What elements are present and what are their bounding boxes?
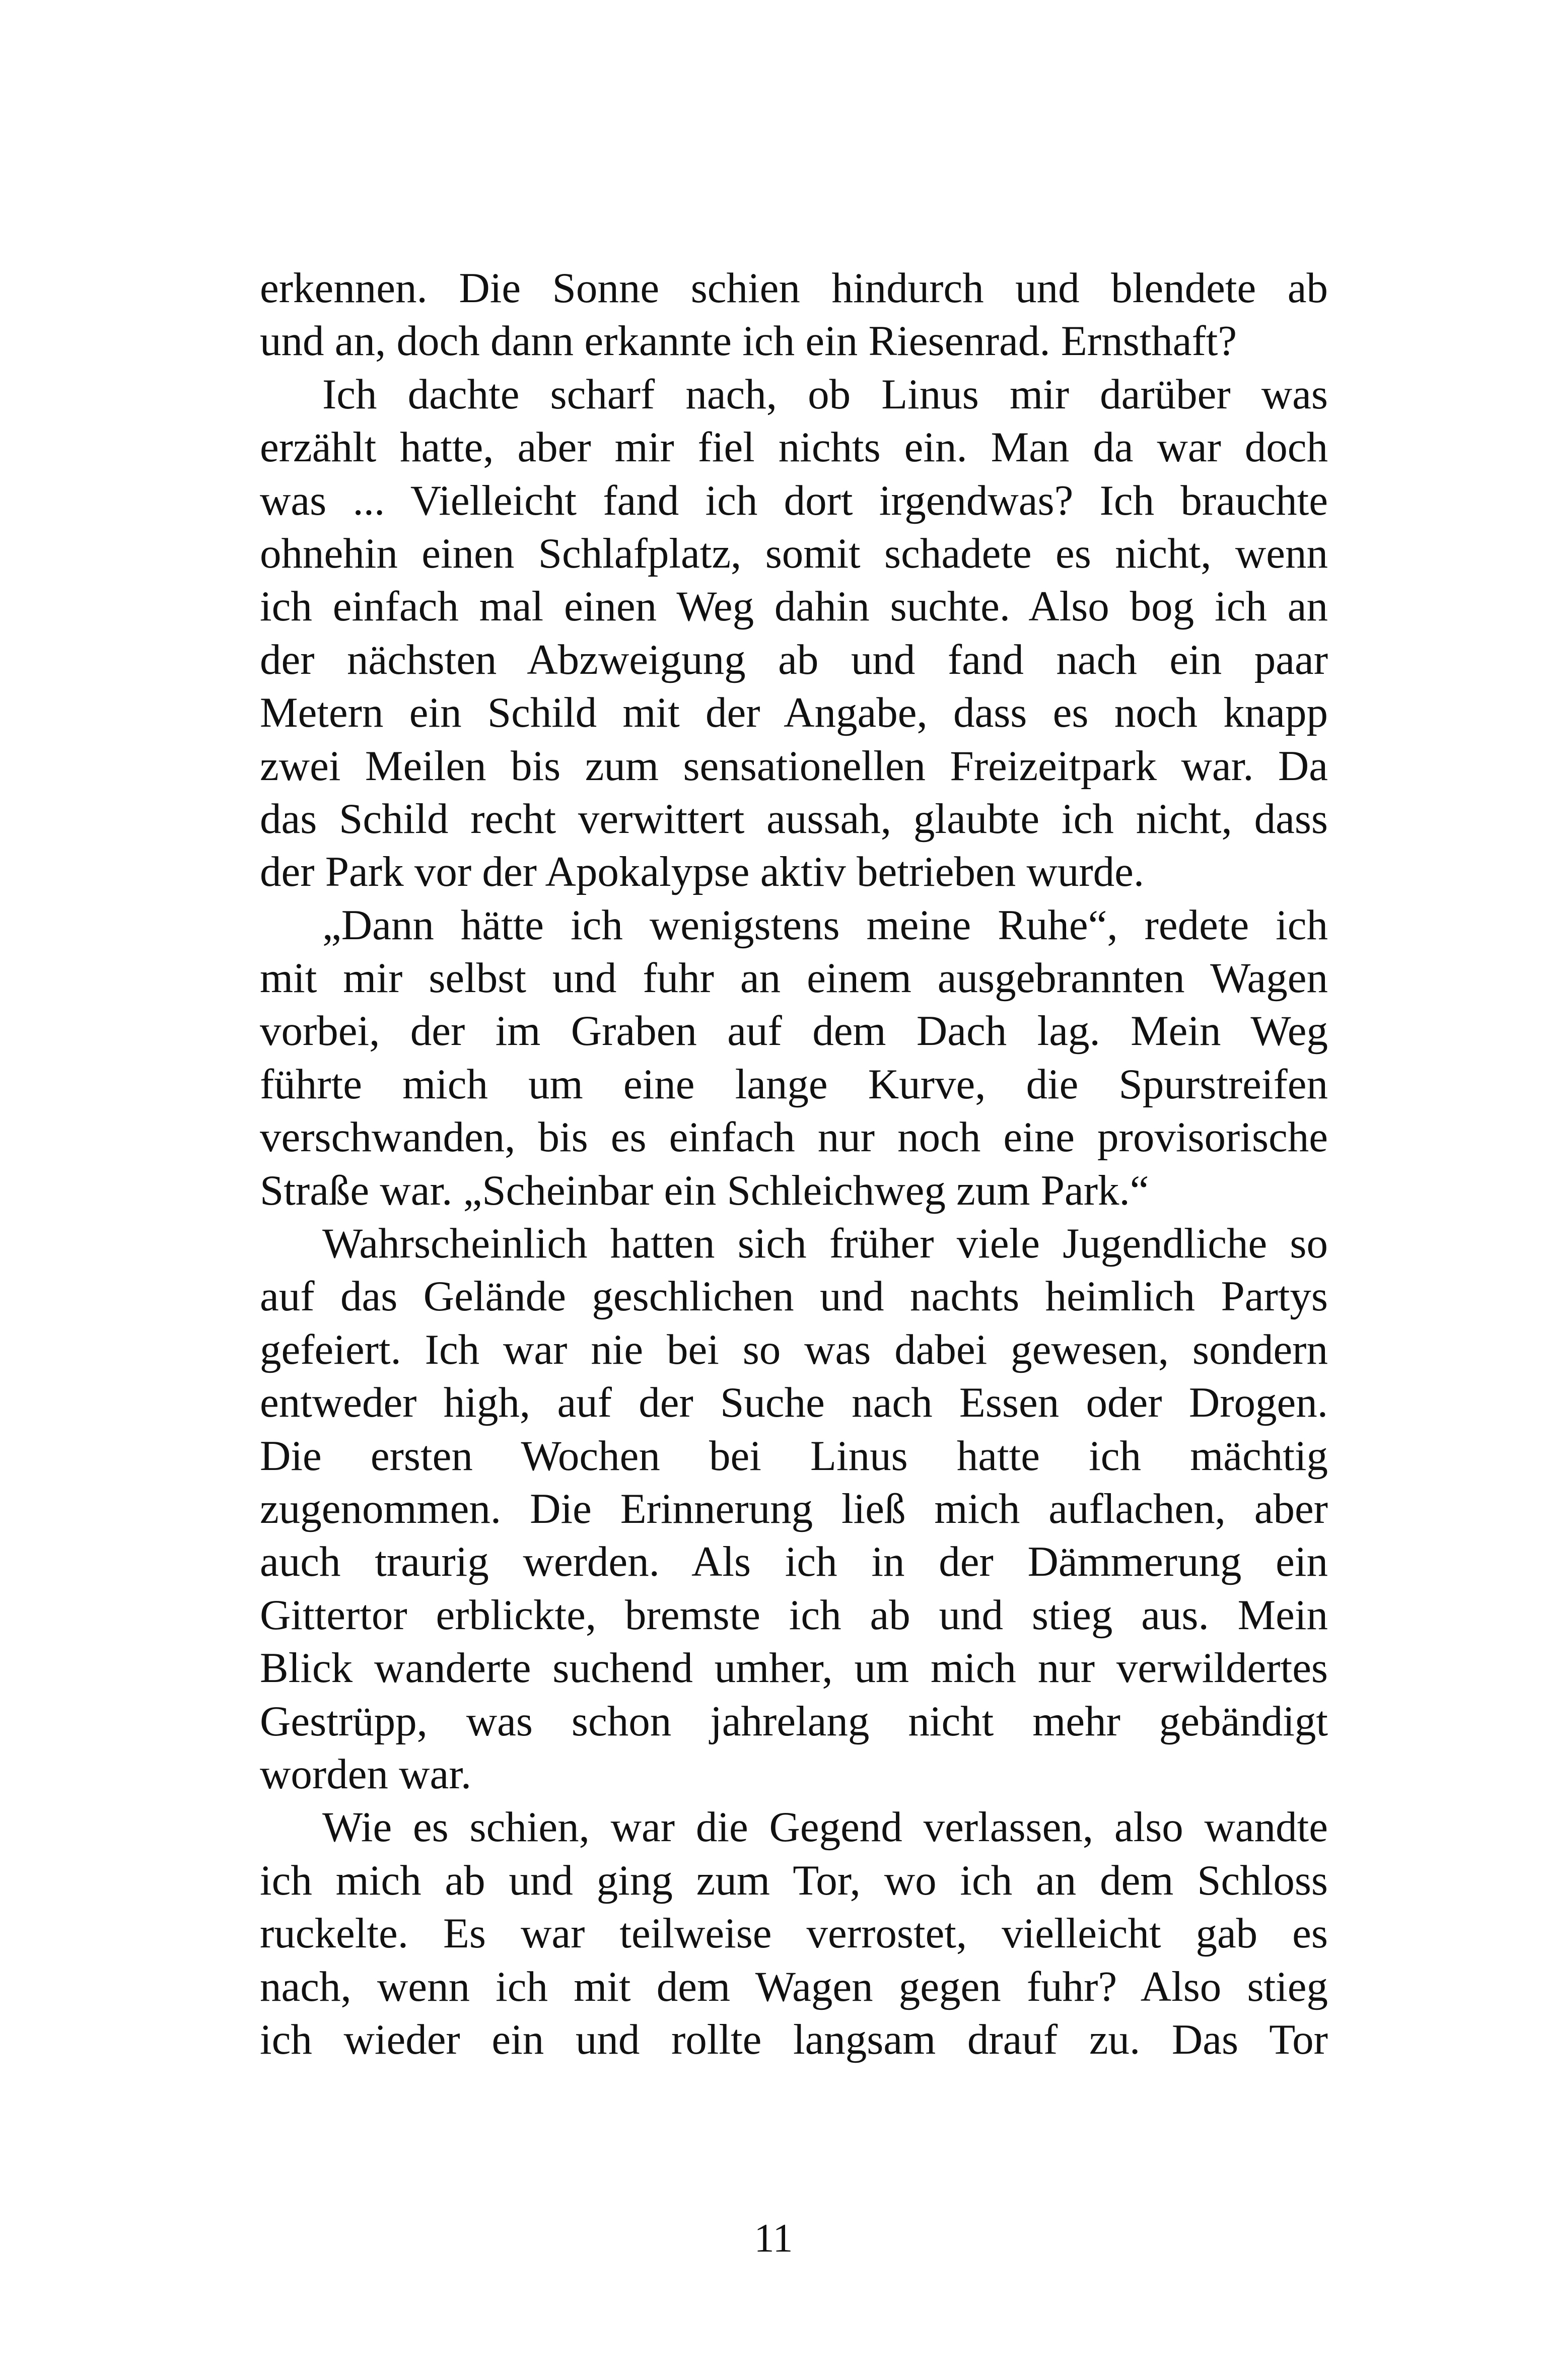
text-line: „Dann hätte ich wenigstens meine Ruhe“, redete ich (322, 901, 1328, 949)
text-line: was ... Vielleicht fand ich dort irgendwas? Ich brauchte (260, 476, 1328, 524)
text-line: ich mich ab und ging zum Tor, wo ich an dem Schloss (260, 1856, 1328, 1904)
text-line: Blick wanderte suchend umher, um mich nur verwildertes (260, 1644, 1328, 1692)
text-line: Gestrüpp, was schon jahrelang nicht mehr gebändigt (260, 1697, 1328, 1745)
text-line: führte mich um eine lange Kurve, die Spurstreifen (260, 1060, 1328, 1108)
paragraph (260, 368, 1328, 899)
paragraph (260, 1217, 1328, 1801)
text-line: worden war. (260, 1750, 472, 1798)
text-line: vorbei, der im Graben auf dem Dach lag. Mein Weg (260, 1007, 1328, 1055)
text-line: zugenommen. Die Erinnerung ließ mich auflachen, aber (260, 1485, 1328, 1532)
text-line: ohnehin einen Schlafplatz, somit schadete es nicht, wenn (260, 529, 1328, 577)
text-line: ich wieder ein und rollte langsam drauf zu. Das Tor (260, 2015, 1328, 2063)
text-line: Gittertor erblickte, bremste ich ab und stieg aus. Mein (260, 1591, 1328, 1639)
text-line: entweder high, auf der Suche nach Essen oder Drogen. (260, 1379, 1328, 1427)
text-line: und an, doch dann erkannte ich ein Riesenrad. Ernsthaft? (260, 317, 1237, 365)
text-line: verschwanden, bis es einfach nur noch eine provisorische (260, 1113, 1328, 1161)
text-line: Ich dachte scharf nach, ob Linus mir darüber was (322, 370, 1328, 418)
body-text (260, 262, 1328, 2066)
text-line: mit mir selbst und fuhr an einem ausgebrannten Wagen (260, 954, 1328, 1002)
text-line: ruckelte. Es war teilweise verrostet, vielleicht gab es (260, 1910, 1328, 1957)
text-line: auf das Gelände geschlichen und nachts heimlich Partys (260, 1273, 1328, 1320)
text-line: zwei Meilen bis zum sensationellen Freizeitpark war. Da (260, 742, 1328, 790)
text-line: der nächsten Abzweigung ab und fand nach ein paar (260, 636, 1328, 683)
text-line: Wie es schien, war die Gegend verlassen, also wandte (322, 1803, 1328, 1851)
paragraph (260, 1801, 1328, 2066)
text-line: Die ersten Wochen bei Linus hatte ich mächtig (260, 1432, 1328, 1480)
text-line: Straße war. „Scheinbar ein Schleichweg zum Park.“ (260, 1166, 1149, 1214)
text-line: gefeiert. Ich war nie bei so was dabei gewesen, sondern (260, 1325, 1328, 1373)
paragraph (260, 262, 1328, 368)
text-line: Wahrscheinlich hatten sich früher viele Jugendliche so (322, 1220, 1328, 1268)
text-line: nach, wenn ich mit dem Wagen gegen fuhr? Also stieg (260, 1963, 1328, 2010)
page-number: 11 (754, 2216, 793, 2261)
text-line: Metern ein Schild mit der Angabe, dass es noch knapp (260, 689, 1328, 737)
text-line: erkennen. Die Sonne schien hindurch und blendete ab (260, 264, 1328, 312)
text-line: der Park vor der Apokalypse aktiv betrieben wurde. (260, 848, 1145, 896)
paragraph (260, 899, 1328, 1217)
text-line: ich einfach mal einen Weg dahin suchte. Also bog ich an (260, 583, 1328, 631)
text-line: das Schild recht verwittert aussah, glaubte ich nicht, dass (260, 795, 1328, 843)
text-line: erzählt hatte, aber mir fiel nichts ein. Man da war doch (260, 424, 1328, 471)
text-line: auch traurig werden. Als ich in der Dämmerung ein (260, 1538, 1328, 1586)
